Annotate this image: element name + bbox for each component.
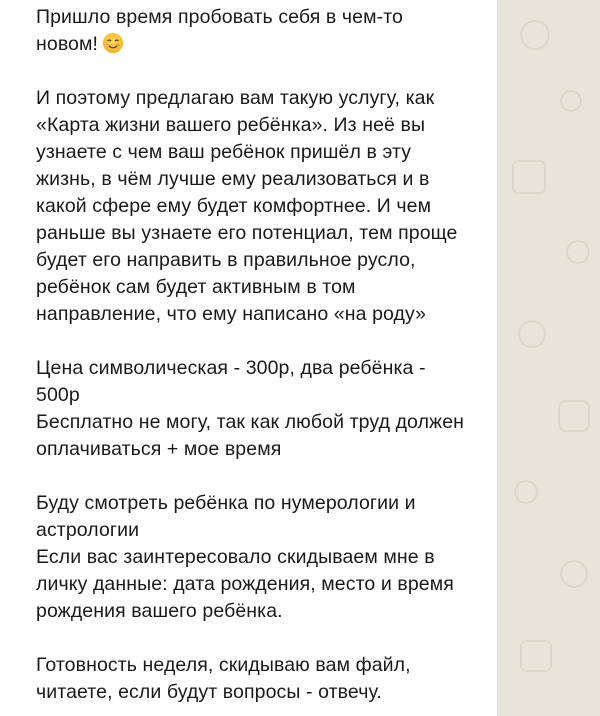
text-line: рождения вашего ребёнка. bbox=[36, 600, 283, 622]
text-line: И поэтому предлагаю вам такую услугу, как bbox=[36, 87, 435, 109]
text-line: Если вас заинтересовало скидываем мне в bbox=[36, 546, 435, 568]
paragraph bbox=[36, 4, 497, 58]
text-line: «Карта жизни вашего ребёнка». Из неё вы bbox=[36, 114, 426, 136]
text-line: Бесплатно не могу, так как любой труд должен bbox=[36, 411, 465, 433]
wallpaper-doodle bbox=[560, 90, 582, 112]
paragraph bbox=[36, 355, 497, 463]
paragraph bbox=[36, 490, 497, 625]
wallpaper-doodle bbox=[560, 560, 588, 588]
wallpaper-doodle bbox=[558, 400, 590, 432]
wallpaper-doodle bbox=[514, 480, 538, 504]
wallpaper-doodle bbox=[520, 20, 550, 50]
wallpaper-doodle bbox=[566, 240, 590, 264]
wallpaper-doodle bbox=[520, 640, 552, 672]
text-line: Цена символическая - 300р, два ребёнка - bbox=[36, 357, 426, 379]
wallpaper-doodle bbox=[512, 160, 546, 194]
text-line: читаете, если будут вопросы - отвечу. bbox=[36, 681, 382, 703]
paragraph bbox=[36, 652, 497, 706]
text-line: оплачиваться + мое время bbox=[36, 438, 282, 460]
text-line: будет его направить в правильное русло, bbox=[36, 249, 416, 271]
text-line: Пришло время пробовать себя в чем-то bbox=[36, 6, 403, 28]
text-line: 500р bbox=[36, 384, 80, 406]
text-line: жизнь, в чём лучше ему реализоваться и в bbox=[36, 168, 430, 190]
text-line: личку данные: дата рождения, место и время bbox=[36, 573, 454, 595]
text-line: какой сфере ему будет комфортнее. И чем bbox=[36, 195, 432, 217]
message-text bbox=[36, 4, 497, 706]
text-line: новом! bbox=[36, 31, 497, 58]
smiling-face-emoji-icon bbox=[102, 32, 124, 54]
text-line: раньше вы узнаете его потенциал, тем проще bbox=[36, 222, 458, 244]
text-line: Буду смотреть ребёнка по нумерологии и bbox=[36, 492, 416, 514]
paragraph bbox=[36, 85, 497, 328]
text-line: ребёнок сам будет активным в том bbox=[36, 276, 356, 298]
text-line: Готовность неделя, скидываю вам файл, bbox=[36, 654, 411, 676]
text-line: узнаете с чем ваш ребёнок пришёл в эту bbox=[36, 141, 412, 163]
text-line: астрологии bbox=[36, 519, 140, 541]
text-line: направление, что ему написано «на роду» bbox=[36, 303, 427, 325]
wallpaper-doodle bbox=[518, 320, 546, 348]
